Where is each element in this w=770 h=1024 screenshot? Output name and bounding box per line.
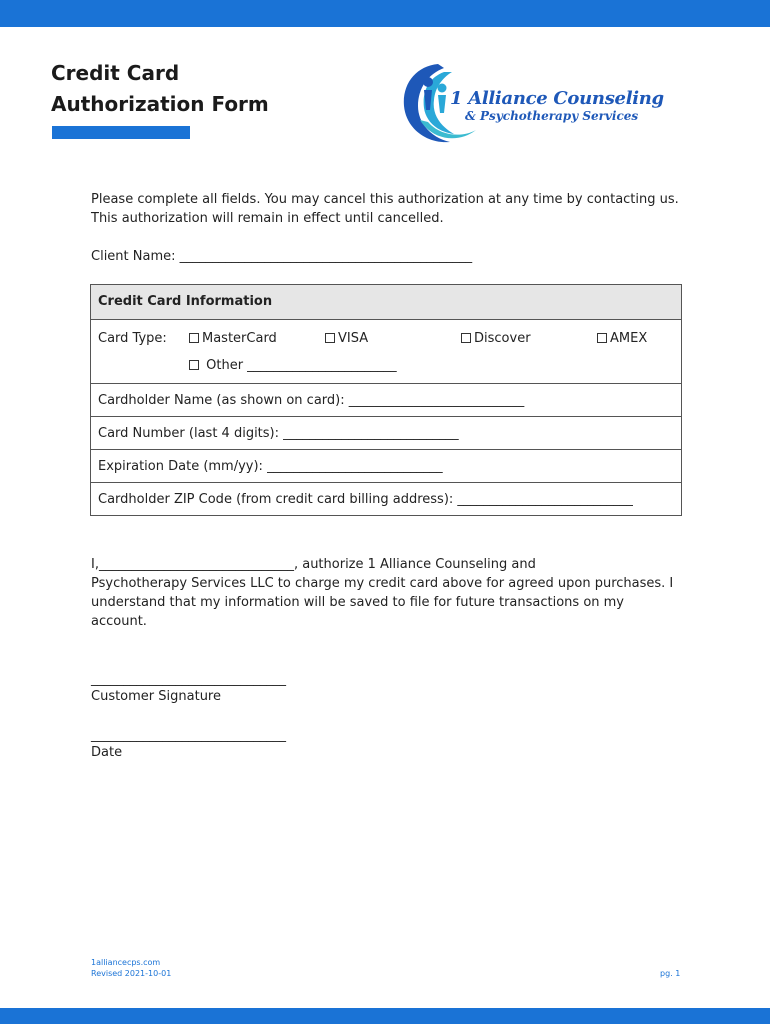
card-type-label: Card Type: xyxy=(98,331,167,346)
date-label: Date xyxy=(91,745,123,760)
auth-line-4: account. xyxy=(91,614,147,629)
page-number: pg. 1 xyxy=(660,969,681,978)
bottom-accent-bar xyxy=(0,1008,770,1024)
date-line[interactable]: ______________________________ xyxy=(91,728,286,743)
option-label: VISA xyxy=(338,331,369,346)
cardholder-name-field[interactable]: Cardholder Name (as shown on card): ___________________________ xyxy=(91,383,681,416)
title-underline xyxy=(52,126,190,139)
footer-revised: Revised 2021-10-01 xyxy=(91,969,172,978)
table-header: Credit Card Information xyxy=(91,285,681,319)
option-label: AMEX xyxy=(610,331,648,346)
auth-line-1[interactable]: I,______________________________, authorize 1 Alliance Counseling and xyxy=(91,557,536,572)
intro-paragraph xyxy=(91,190,691,228)
checkbox-icon[interactable] xyxy=(325,333,335,343)
checkbox-icon[interactable] xyxy=(461,333,471,343)
zip-code-field[interactable]: Cardholder ZIP Code (from credit card billing address): ___________________________ xyxy=(91,482,681,515)
auth-line-3: understand that my information will be saved to file for future transactions on my xyxy=(91,595,624,610)
option-discover[interactable] xyxy=(461,331,531,346)
signature-label: Customer Signature xyxy=(91,689,221,704)
option-mastercard[interactable] xyxy=(189,331,277,346)
checkbox-icon[interactable] xyxy=(189,360,199,370)
client-name-field[interactable]: Client Name: _____________________________________________ xyxy=(91,249,473,264)
intro-line-2: This authorization will remain in effect until cancelled. xyxy=(91,211,444,226)
logo-name: 1 Alliance Counseling xyxy=(450,88,664,109)
logo-tagline: & Psychotherapy Services xyxy=(465,109,639,123)
expiration-date-field[interactable]: Expiration Date (mm/yy): ___________________________ xyxy=(91,449,681,482)
option-other[interactable] xyxy=(189,358,397,373)
checkbox-icon[interactable] xyxy=(597,333,607,343)
card-number-field[interactable]: Card Number (last 4 digits): ___________________________ xyxy=(91,416,681,449)
option-visa[interactable] xyxy=(325,331,368,346)
auth-line-2: Psychotherapy Services LLC to charge my credit card above for agreed upon purchases. I xyxy=(91,576,674,591)
signature-line[interactable]: ______________________________ xyxy=(91,672,286,687)
authorization-paragraph xyxy=(91,555,691,631)
footer-website: 1alliancecps.com xyxy=(91,958,161,967)
title-line-1: Credit Card xyxy=(51,61,180,85)
option-label[interactable]: Other _______________________ xyxy=(206,358,397,373)
option-label: Discover xyxy=(474,331,531,346)
checkbox-icon[interactable] xyxy=(189,333,199,343)
credit-card-info-table xyxy=(90,284,682,516)
option-amex[interactable] xyxy=(597,331,647,346)
top-accent-bar xyxy=(0,0,770,27)
intro-line-1: Please complete all fields. You may cancel this authorization at any time by contacting us. xyxy=(91,192,679,207)
title-line-2: Authorization Form xyxy=(51,92,269,116)
option-label: MasterCard xyxy=(202,331,277,346)
card-type-row xyxy=(91,319,681,383)
company-logo xyxy=(398,58,664,150)
page-title xyxy=(51,58,269,120)
